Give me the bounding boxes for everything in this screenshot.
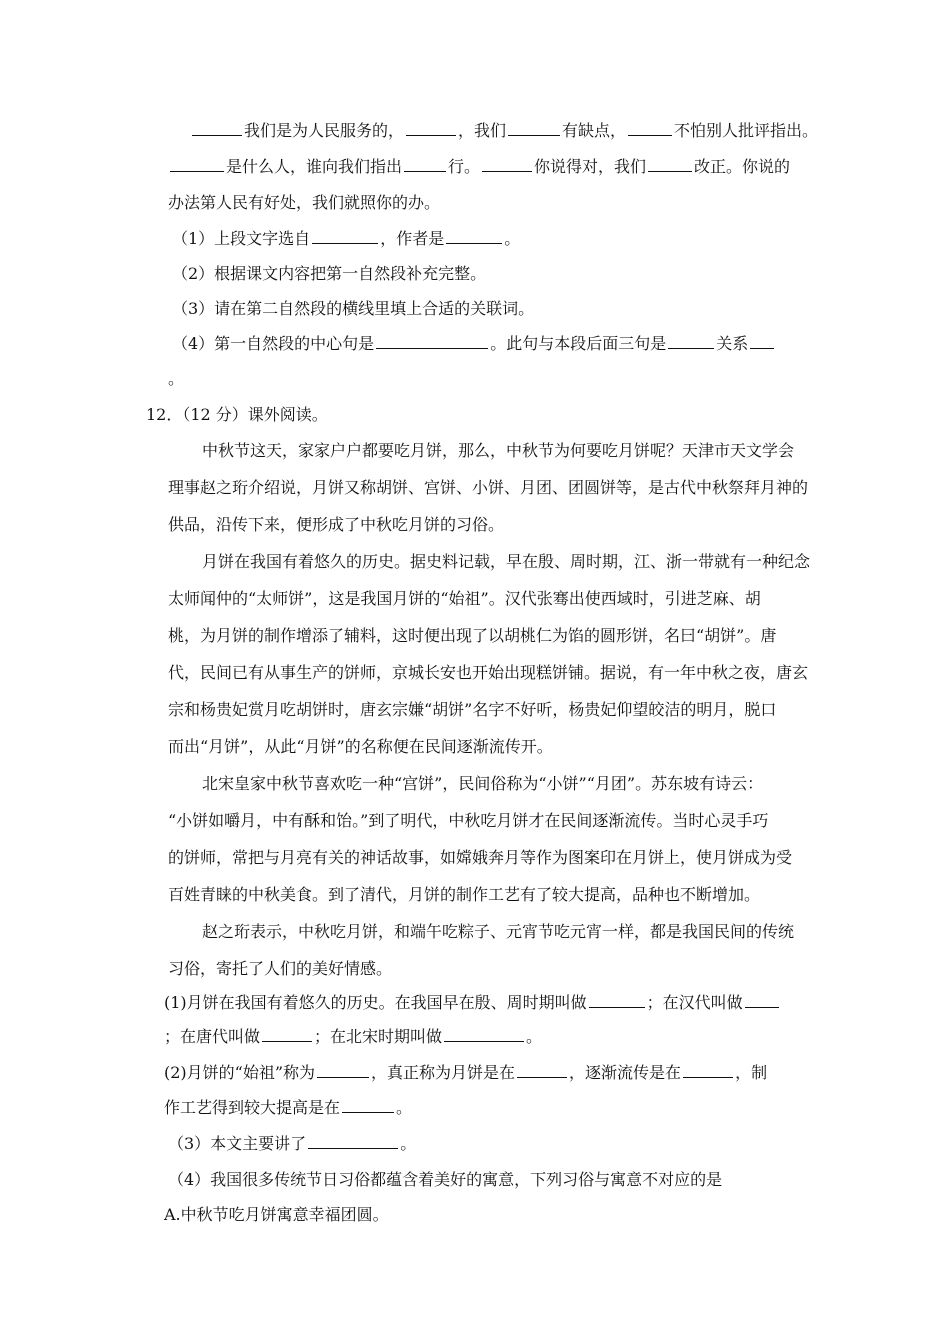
blank[interactable] [750, 347, 774, 349]
q12-option-a[interactable]: A.中秋节吃月饼寓意幸福团圆。 [164, 1205, 389, 1224]
blank[interactable] [668, 347, 714, 349]
blank[interactable] [317, 1076, 369, 1078]
blank[interactable] [683, 1076, 733, 1078]
blank[interactable] [404, 170, 446, 172]
q12-sub3: （3）本文主要讲了 。 [168, 1134, 417, 1153]
q11-3: （3）请在第二自然段的横线里填上合适的关联词。 [172, 299, 535, 318]
blank[interactable] [648, 170, 692, 172]
q12-para-line: 供品，沿传下来，便形成了中秋吃月饼的习俗。 [168, 515, 505, 534]
q12-para-line: 北宋皇家中秋节喜欢吃一种“宫饼”，民间俗称为“小饼”“月团”。苏东坡有诗云： [202, 774, 764, 793]
q11-4-end: 。 [168, 369, 185, 388]
blank[interactable] [376, 347, 488, 349]
q12-sub4: （4）我国很多传统节日习俗都蕴含着美好的寓意，下列习俗与寓意不对应的是 [168, 1170, 723, 1189]
blank[interactable] [406, 134, 456, 136]
q12-para-line: 百姓青睐的中秋美食。到了清代，月饼的制作工艺有了较大提高，品种也不断增加。 [168, 885, 761, 904]
q12-sub1: (1)月饼在我国有着悠久的历史。在我国早在殷、周时期叫做 ；在汉代叫做 [164, 992, 781, 1014]
blank[interactable] [308, 1147, 398, 1149]
blank[interactable] [170, 170, 224, 172]
blank[interactable] [745, 1006, 779, 1008]
q12-para-line: 中秋节这天，家家户户都要吃月饼，那么，中秋节为何要吃月饼呢？天津市天文学会 [202, 441, 795, 460]
blank[interactable] [342, 1111, 394, 1113]
q12-para-line: 代，民间已有从事生产的饼师，京城长安也开始出现糕饼铺。据说，有一年中秋之夜，唐玄 [168, 663, 809, 682]
blank[interactable] [446, 242, 502, 244]
blank[interactable] [589, 1006, 645, 1008]
q12-para-line: 的饼师，常把与月亮有关的神话故事，如嫦娥奔月等作为图案印在月饼上，使月饼成为受 [168, 848, 793, 867]
blank[interactable] [628, 134, 672, 136]
q11-1: （1）上段文字选自 ，作者是 。 [172, 229, 521, 248]
q12-sub2: (2)月饼的“始祖”称为 ，真正称为月饼是在 ，逐渐流传是在 ，制 [164, 1063, 768, 1082]
q12-para-line: 月饼在我国有着悠久的历史。据史料记载，早在殷、周时期，江、浙一带就有一种纪念 [202, 552, 811, 571]
q11-2: （2）根据课文内容把第一自然段补充完整。 [172, 264, 487, 283]
q12-para-line: 赵之珩表示，中秋吃月饼，和端午吃粽子、元宵节吃元宵一样，都是我国民间的传统 [202, 922, 795, 941]
q12-para-line: “小饼如嚼月，中有酥和饴。”到了明代，中秋吃月饼才在民间逐渐流传。当时心灵手巧 [168, 811, 769, 830]
blank[interactable] [312, 242, 378, 244]
passage11-line3: 办法第人民有好处，我们就照你的办。 [168, 193, 441, 212]
passage11-line2: 是什么人，谁向我们指出 行。 你说得对，我们 改正。你说的 [168, 156, 790, 178]
q12-para-line: 理事赵之珩介绍说，月饼又称胡饼、宫饼、小饼、月团、团圆饼等，是古代中秋祭拜月神的 [168, 478, 809, 497]
q12-para-line: 宗和杨贵妃赏月吃胡饼时，唐玄宗嫌“胡饼”名字不好听，杨贵妃仰望皎洁的明月，脱口 [168, 700, 777, 719]
passage11-line1: 我们是为人民服务的， ，我们 有缺点， 不怕别人批评指出。 [190, 120, 818, 142]
blank[interactable] [444, 1040, 524, 1042]
blank[interactable] [517, 1076, 567, 1078]
q12-sub2-cont: 作工艺得到较大提高是在 。 [164, 1098, 413, 1117]
blank[interactable] [508, 134, 560, 136]
blank[interactable] [192, 134, 242, 136]
blank[interactable] [482, 170, 532, 172]
q12-para-line: 桃，为月饼的制作增添了辅料，这时便出现了以胡桃仁为馅的圆形饼，名曰“胡饼”。唐 [168, 626, 777, 645]
q12-para-line: 而出“月饼”，从此“月饼”的名称便在民间逐渐流传开。 [168, 737, 553, 756]
q12-heading: 12．（12 分）课外阅读。 [146, 405, 328, 424]
q12-para-line: 太师闻仲的“太师饼”，这是我国月饼的“始祖”。汉代张骞出使西域时，引进芝麻、胡 [168, 589, 761, 608]
q12-sub1-cont: ；在唐代叫做 ；在北宋时期叫做 。 [164, 1027, 543, 1046]
q11-4: （4）第一自然段的中心句是 。此句与本段后面三句是 关系 [172, 333, 776, 355]
q12-para-line: 习俗，寄托了人们的美好情感。 [168, 959, 393, 978]
blank[interactable] [262, 1040, 312, 1042]
